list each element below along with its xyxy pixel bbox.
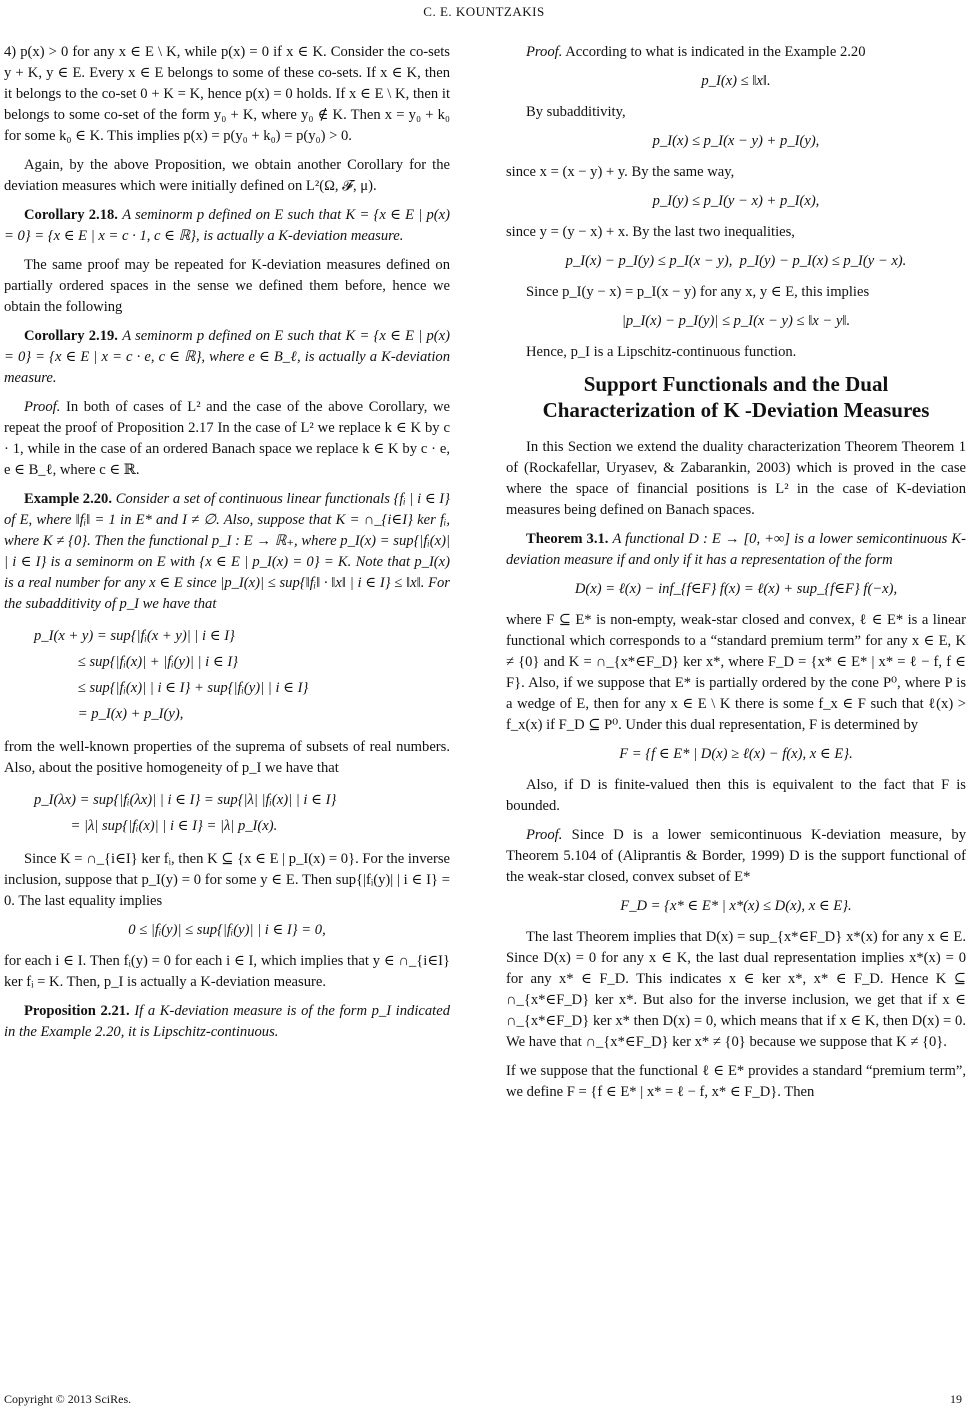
proof-label: Proof. (526, 827, 563, 843)
proof-body: According to what is indicated in the Example 2.20 (565, 44, 866, 60)
corollary-2-19 (4, 326, 450, 389)
corollary-body: A seminorm p defined on E such that K = {x ∈ E | p(x) = 0} = {x ∈ E | x = c · e, c ∈ ℝ}, where e ∈ B_ℓ, is actually a K-deviation measure. (4, 328, 450, 386)
paragraph: since x = (x − y) + y. By the same way, (506, 164, 735, 180)
proof (4, 397, 450, 481)
theorem-body: A functional D : E → [0, +∞] is a lower semicontinuous K-deviation measure if and only if it has a representation of the form (506, 531, 966, 568)
proposition-2-21 (4, 1001, 450, 1043)
paragraph: The last Theorem implies that D(x) = sup_{x*∈F_D} x*(x) for any x ∈ E. Since D(x) = 0 for any x ∈ K, the last dual representation implies x*(x) = 0 for any x* ∈ F_D. This indicates x ∈ ker x*, x* ∈ F_D. Hence K ⊆ ∩_{x*∈F_D} ker x*. But also for the inverse inclusion, we get that if x ∈ ∩_{x*∈F_D} ker x* then D(x) = 0, which means that if x ∈ K, then D(x) = 0. We have that ∩_{x*∈F_D} ker x* ≠ {0} because we suppose that K ≠ {0}. (506, 929, 966, 1050)
equation-subadditivity (34, 623, 450, 727)
running-header: C. E. KOUNTZAKIS (423, 4, 545, 19)
proof-body: Since D is a lower semicontinuous K-deviation measure, by Theorem 5.104 of (Aliprantis & Border, 1999) D is the support functional of the weak-star closed, convex subset of E* (506, 827, 966, 885)
paragraph: for each i ∈ I. Then fᵢ(y) = 0 for each i ∈ I, which implies that y ∈ ∩_{i∈I} ker fᵢ = K. Then, p_I is actually a K-deviation measure. (4, 953, 450, 990)
proof (506, 825, 966, 888)
equation: p_I(y) ≤ p_I(y − x) + p_I(x), (652, 193, 820, 209)
proof (506, 42, 966, 63)
corollary-body: A seminorm p defined on E such that K = {x ∈ E | p(x) = 0} = {x ∈ E | x = c · 1, c ∈ ℝ}, is actually a K-deviation measure. (4, 207, 450, 244)
equation-line: p_I(λx) = sup{|fᵢ(λx)| | i ∈ I} = sup{|λ| |fᵢ(x)| | i ∈ I} (34, 792, 337, 808)
paragraph: The same proof may be repeated for K-deviation measures defined on partially ordered spaces in the sense we defined them before, hence we obtain the following (4, 257, 450, 315)
proof-label: Proof. (24, 399, 61, 415)
example-title: Example 2.20. (24, 491, 112, 507)
section-title-line: Characterization of K -Deviation Measures (542, 398, 930, 422)
theorem-3-1 (506, 529, 966, 571)
page-number: 19 (950, 1392, 962, 1406)
paragraph: Hence, p_I is a Lipschitz-continuous function. (526, 344, 797, 360)
equation-line: ≤ sup{|fᵢ(x)| | i ∈ I} + sup{|fᵢ(y)| | i ∈ I} (34, 680, 309, 696)
paragraph: Again, by the above Proposition, we obtain another Corollary for the deviation measures which were initially defined on L²(Ω, 𝓕, μ). (4, 157, 450, 194)
paragraph: where F ⊆ E* is non-empty, weak-star closed and convex, ℓ ∈ E* is a linear functional which corresponds to a “standard premium term” for any x ∈ E, K ≠ {0} and K = ∩_{x*∈F_D} ker x*, where F_D = {x* ∈ E* | x* = ℓ − f, f ∈ F}. Also, if we suppose that E* is partially ordered by the cone P⁰, where P is a wedge of E, then for any x ∈ E \ K there is some f_x ∈ F such that ℓ(x) > f_x(x) if F_D ⊆ P⁰. Under this dual representation, F is determined by (506, 612, 966, 733)
equation-line: p_I(x + y) = sup{|fᵢ(x + y)| | i ∈ I} (34, 628, 235, 644)
equation: |p_I(x) − p_I(y)| ≤ p_I(x − y) ≤ ‖x − y‖. (621, 313, 851, 329)
corollary-2-18 (4, 205, 450, 247)
paragraph: 4) p(x) > 0 for any x ∈ E \ K, while p(x) = 0 if x ∈ K. Consider the co-sets y + K, y ∈ E. Every x ∈ E belongs to some of these co-sets. If x ∈ K, then it belongs to the co-set 0 + K = K, hence p(x) = 0 holds. If x ∈ E \ K, then it belongs to some co-set of the form y₀ + K, where y₀ ∉ K. Then x = y₀ + k₀ for some k₀ ∈ K. This implies p(x) = p(y₀ + k₀) = p(y₀) > 0. (4, 44, 450, 144)
proof-body: In both of cases of L² and the case of the above Corollary, we repeat the proof of Proposition 2.17 In the case of L² we replace k ∈ K by c · 1, while in the case of an ordered Banach space we replace k ∈ K by c · e, e ∈ B_ℓ, where c ∈ ℝ. (4, 399, 450, 478)
equation: 0 ≤ |fᵢ(y)| ≤ sup{|fᵢ(y)| | i ∈ I} = 0, (128, 922, 326, 938)
corollary-title: Corollary 2.19. (24, 328, 118, 344)
equation: p_I(x) ≤ p_I(x − y) + p_I(y), (652, 133, 820, 149)
equation: D(x) = ℓ(x) − inf_{f∈F} f(x) = ℓ(x) + sup_{f∈F} f(−x), (574, 581, 898, 597)
paragraph: In this Section we extend the duality characterization Theorem Theorem 1 of (Rockafellar, Uryasev, & Zabarankin, 2003) which is proved in the case where the space of financial positions is L² in the case of K-deviation measures being defined on Banach spaces. (506, 439, 966, 518)
paragraph: Since K = ∩_{i∈I} ker fᵢ, then K ⊆ {x ∈ E | p_I(x) = 0}. For the inverse inclusion, suppose that p_I(y) = 0 for some y ∈ E. Then sup{|fᵢ(y)| | i ∈ I} = 0. The last equality implies (4, 851, 450, 909)
equation: p_I(x) − p_I(y) ≤ p_I(x − y), p_I(y) − p_I(x) ≤ p_I(y − x). (565, 253, 907, 269)
section-title-line: Support Functionals and the Dual (583, 372, 889, 396)
example-2-20 (4, 489, 450, 615)
equation-line: ≤ sup{|fᵢ(x)| + |fᵢ(y)| | i ∈ I} (34, 654, 239, 670)
paragraph: If we suppose that the functional ℓ ∈ E* provides a standard “premium term”, we define F = {f ∈ E* | x* = ℓ − f, x* ∈ F_D}. Then (506, 1063, 966, 1100)
left-column (4, 42, 450, 1051)
right-column (506, 42, 966, 1111)
paragraph: since y = (y − x) + x. By the last two inequalities, (506, 224, 795, 240)
proposition-body: If a K-deviation measure is of the form p_I indicated in the Example 2.20, it is Lipschitz-continuous. (4, 1003, 450, 1040)
equation: p_I(x) ≤ ‖x‖. (701, 73, 771, 89)
paragraph: By subadditivity, (526, 104, 626, 120)
equation: F_D = {x* ∈ E* | x*(x) ≤ D(x), x ∈ E}. (620, 898, 852, 914)
theorem-title: Theorem 3.1. (526, 531, 609, 547)
equation-homogeneity (34, 787, 450, 839)
equation-line: = |λ| sup{|fᵢ(x)| | i ∈ I} = |λ| p_I(x). (34, 818, 278, 834)
section-title (506, 371, 966, 423)
corollary-title: Corollary 2.18. (24, 207, 118, 223)
footer-copyright: Copyright © 2013 SciRes. (4, 1392, 132, 1406)
equation-line: = p_I(x) + p_I(y), (34, 706, 184, 722)
example-body: Consider a set of continuous linear functionals {fᵢ | i ∈ I} of E, where ‖fᵢ‖ = 1 in E* and I ≠ ∅. Also, suppose that K = ∩_{i∈I} ker fᵢ, where K ≠ {0}. Then the functional p_I : E → ℝ₊, where p_I(x) = sup{|fᵢ(x)| | i ∈ I} is a seminorm on E with {x ∈ E | p_I(x) = 0} = K. Note that p_I(x) is a real number for any x ∈ E since |p_I(x)| ≤ sup{‖fᵢ‖ · ‖x‖ | i ∈ I} ≤ ‖x‖. For the subadditivity of p_I we have that (4, 491, 451, 612)
paragraph: Also, if D is finite-valued then this is equivalent to the fact that F is bounded. (506, 777, 966, 814)
proof-label: Proof. (526, 44, 563, 60)
proposition-title: Proposition 2.21. (24, 1003, 130, 1019)
paragraph: from the well-known properties of the suprema of subsets of real numbers. Also, about the positive homogeneity of p_I we have that (4, 739, 450, 776)
equation: F = {f ∈ E* | D(x) ≥ ℓ(x) − f(x), x ∈ E}. (619, 746, 853, 762)
paragraph: Since p_I(y − x) = p_I(x − y) for any x, y ∈ E, this implies (526, 284, 870, 300)
